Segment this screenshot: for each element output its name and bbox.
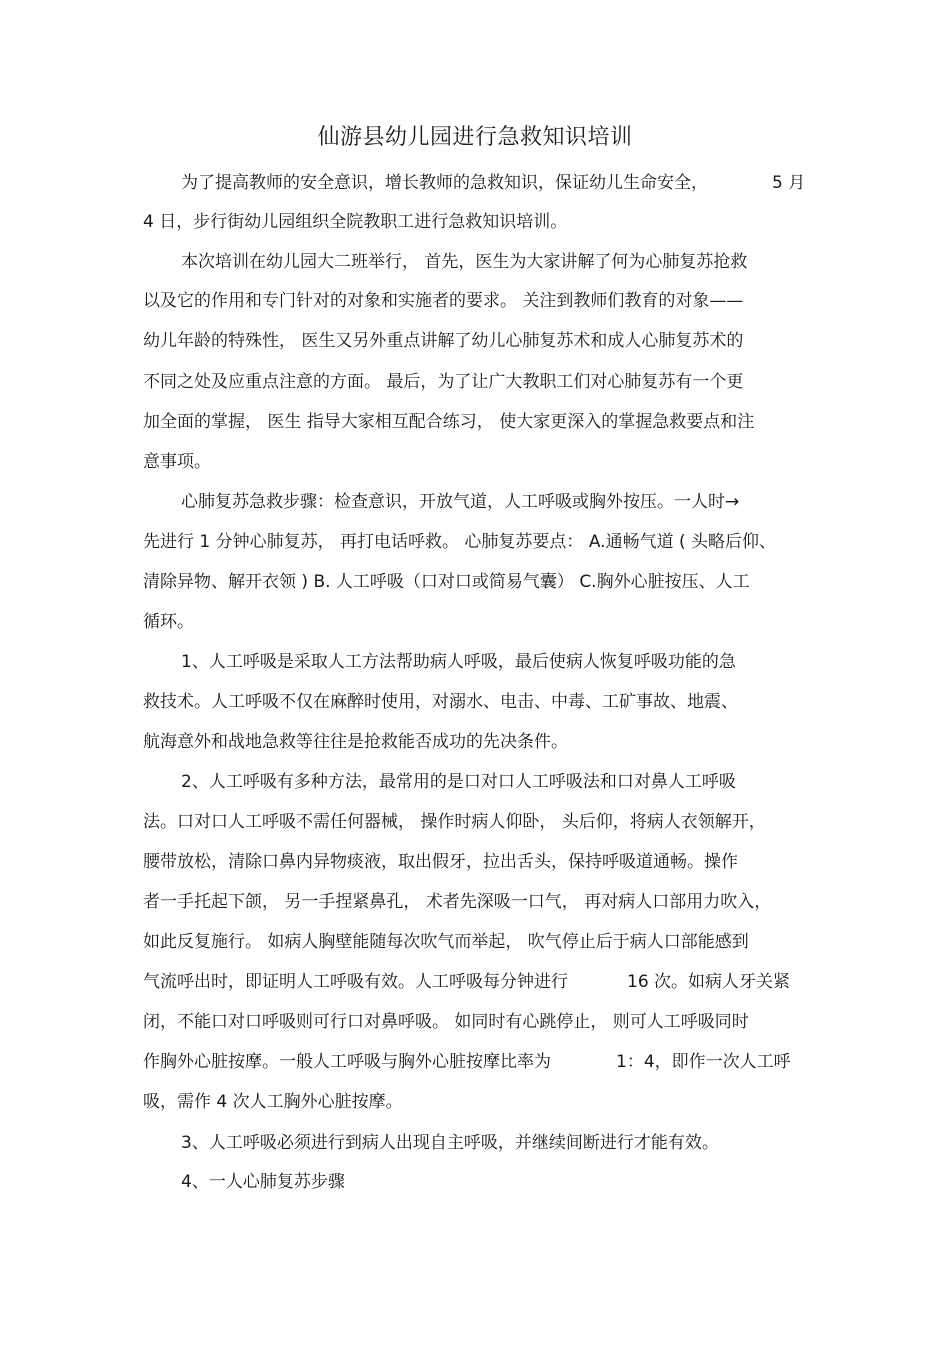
paragraph-line: 法。口对口人工呼吸不需任何器械， 操作时病人仰卧， 头后仰，将病人衣领解开， bbox=[143, 812, 766, 832]
paragraph-line: 循环。 bbox=[143, 612, 194, 632]
paragraph-line-tail: 1：4，即作一次人工呼 bbox=[616, 1052, 791, 1072]
paragraph-line: 本次培训在幼儿园大二班举行， 首先，医生为大家讲解了何为心肺复苏抢救 bbox=[181, 252, 748, 272]
paragraph-line: 不同之处及应重点注意的方面。 最后，为了让广大教职工们对心肺复苏有一个更 bbox=[143, 372, 744, 392]
paragraph-line: 以及它的作用和专门针对的对象和实施者的要求。 关注到教师们教育的对象—— bbox=[143, 291, 744, 311]
paragraph-line: 气流呼出时，即证明人工呼吸有效。人工呼吸每分钟进行 bbox=[143, 972, 568, 992]
paragraph-line-tail: 16 次。如病人牙关紧 bbox=[627, 972, 791, 992]
paragraph-line: 为了提高教师的安全意识，增长教师的急救知识，保证幼儿生命安全， bbox=[181, 173, 708, 193]
paragraph-line: 2、人工呼吸有多种方法，最常用的是口对口人工呼吸法和口对鼻人工呼吸 bbox=[181, 772, 736, 792]
paragraph-line: 意事项。 bbox=[143, 452, 211, 472]
paragraph-line: 心肺复苏急救步骤：检查意识，开放气道，人工呼吸或胸外按压。一人时→ bbox=[181, 492, 740, 512]
paragraph-line: 4、一人心肺复苏步骤 bbox=[181, 1172, 345, 1192]
paragraph-line: 航海意外和战地急救等往往是抢救能否成功的先决条件。 bbox=[143, 732, 568, 752]
paragraph-line: 闭，不能口对口呼吸则可行口对鼻呼吸。 如同时有心跳停止， 则可人工呼吸同时 bbox=[143, 1012, 749, 1032]
paragraph-line: 如此反复施行。 如病人胸壁能随每次吹气而举起， 吹气停止后于病人口部能感到 bbox=[143, 932, 749, 952]
document-title: 仙游县幼儿园进行急救知识培训 bbox=[317, 125, 633, 150]
paragraph-line: 救技术。人工呼吸不仅在麻醉时使用，对溺水、电击、中毒、工矿事故、地震、 bbox=[143, 692, 738, 712]
paragraph-line: 1、人工呼吸是采取人工方法帮助病人呼吸，最后使病人恢复呼吸功能的急 bbox=[181, 652, 736, 672]
paragraph-line: 4 日，步行街幼儿园组织全院教职工进行急救知识培训。 bbox=[143, 212, 568, 232]
paragraph-line: 吸，需作 4 次人工胸外心脏按摩。 bbox=[143, 1092, 403, 1112]
paragraph-line: 3、人工呼吸必须进行到病人出现自主呼吸，并继续间断进行才能有效。 bbox=[181, 1133, 719, 1153]
paragraph-line: 幼儿年龄的特殊性， 医生又另外重点讲解了幼儿心肺复苏术和成人心肺复苏术的 bbox=[143, 331, 744, 351]
paragraph-line: 先进行 1 分钟心肺复苏， 再打电话呼救。 心肺复苏要点： A.通畅气道 ( 头略后仰、 bbox=[143, 532, 777, 552]
paragraph-line-tail: 5 月 bbox=[772, 173, 806, 193]
paragraph-line: 加全面的掌握， 医生 指导大家相互配合练习， 使大家更深入的掌握急救要点和注 bbox=[143, 412, 755, 432]
paragraph-line: 腰带放松，清除口鼻内异物痰液，取出假牙，拉出舌头，保持呼吸道通畅。操作 bbox=[143, 852, 738, 872]
paragraph-line: 作胸外心脏按摩。一般人工呼吸与胸外心脏按摩比率为 bbox=[143, 1052, 551, 1072]
paragraph-line: 者一手托起下颌， 另一手捏紧鼻孔， 术者先深吸一口气， 再对病人口部用力吹入， bbox=[143, 892, 772, 912]
paragraph-line: 清除异物、解开衣领 ) B. 人工呼吸（口对口或简易气囊） C.胸外心脏按压、人工 bbox=[143, 572, 750, 592]
